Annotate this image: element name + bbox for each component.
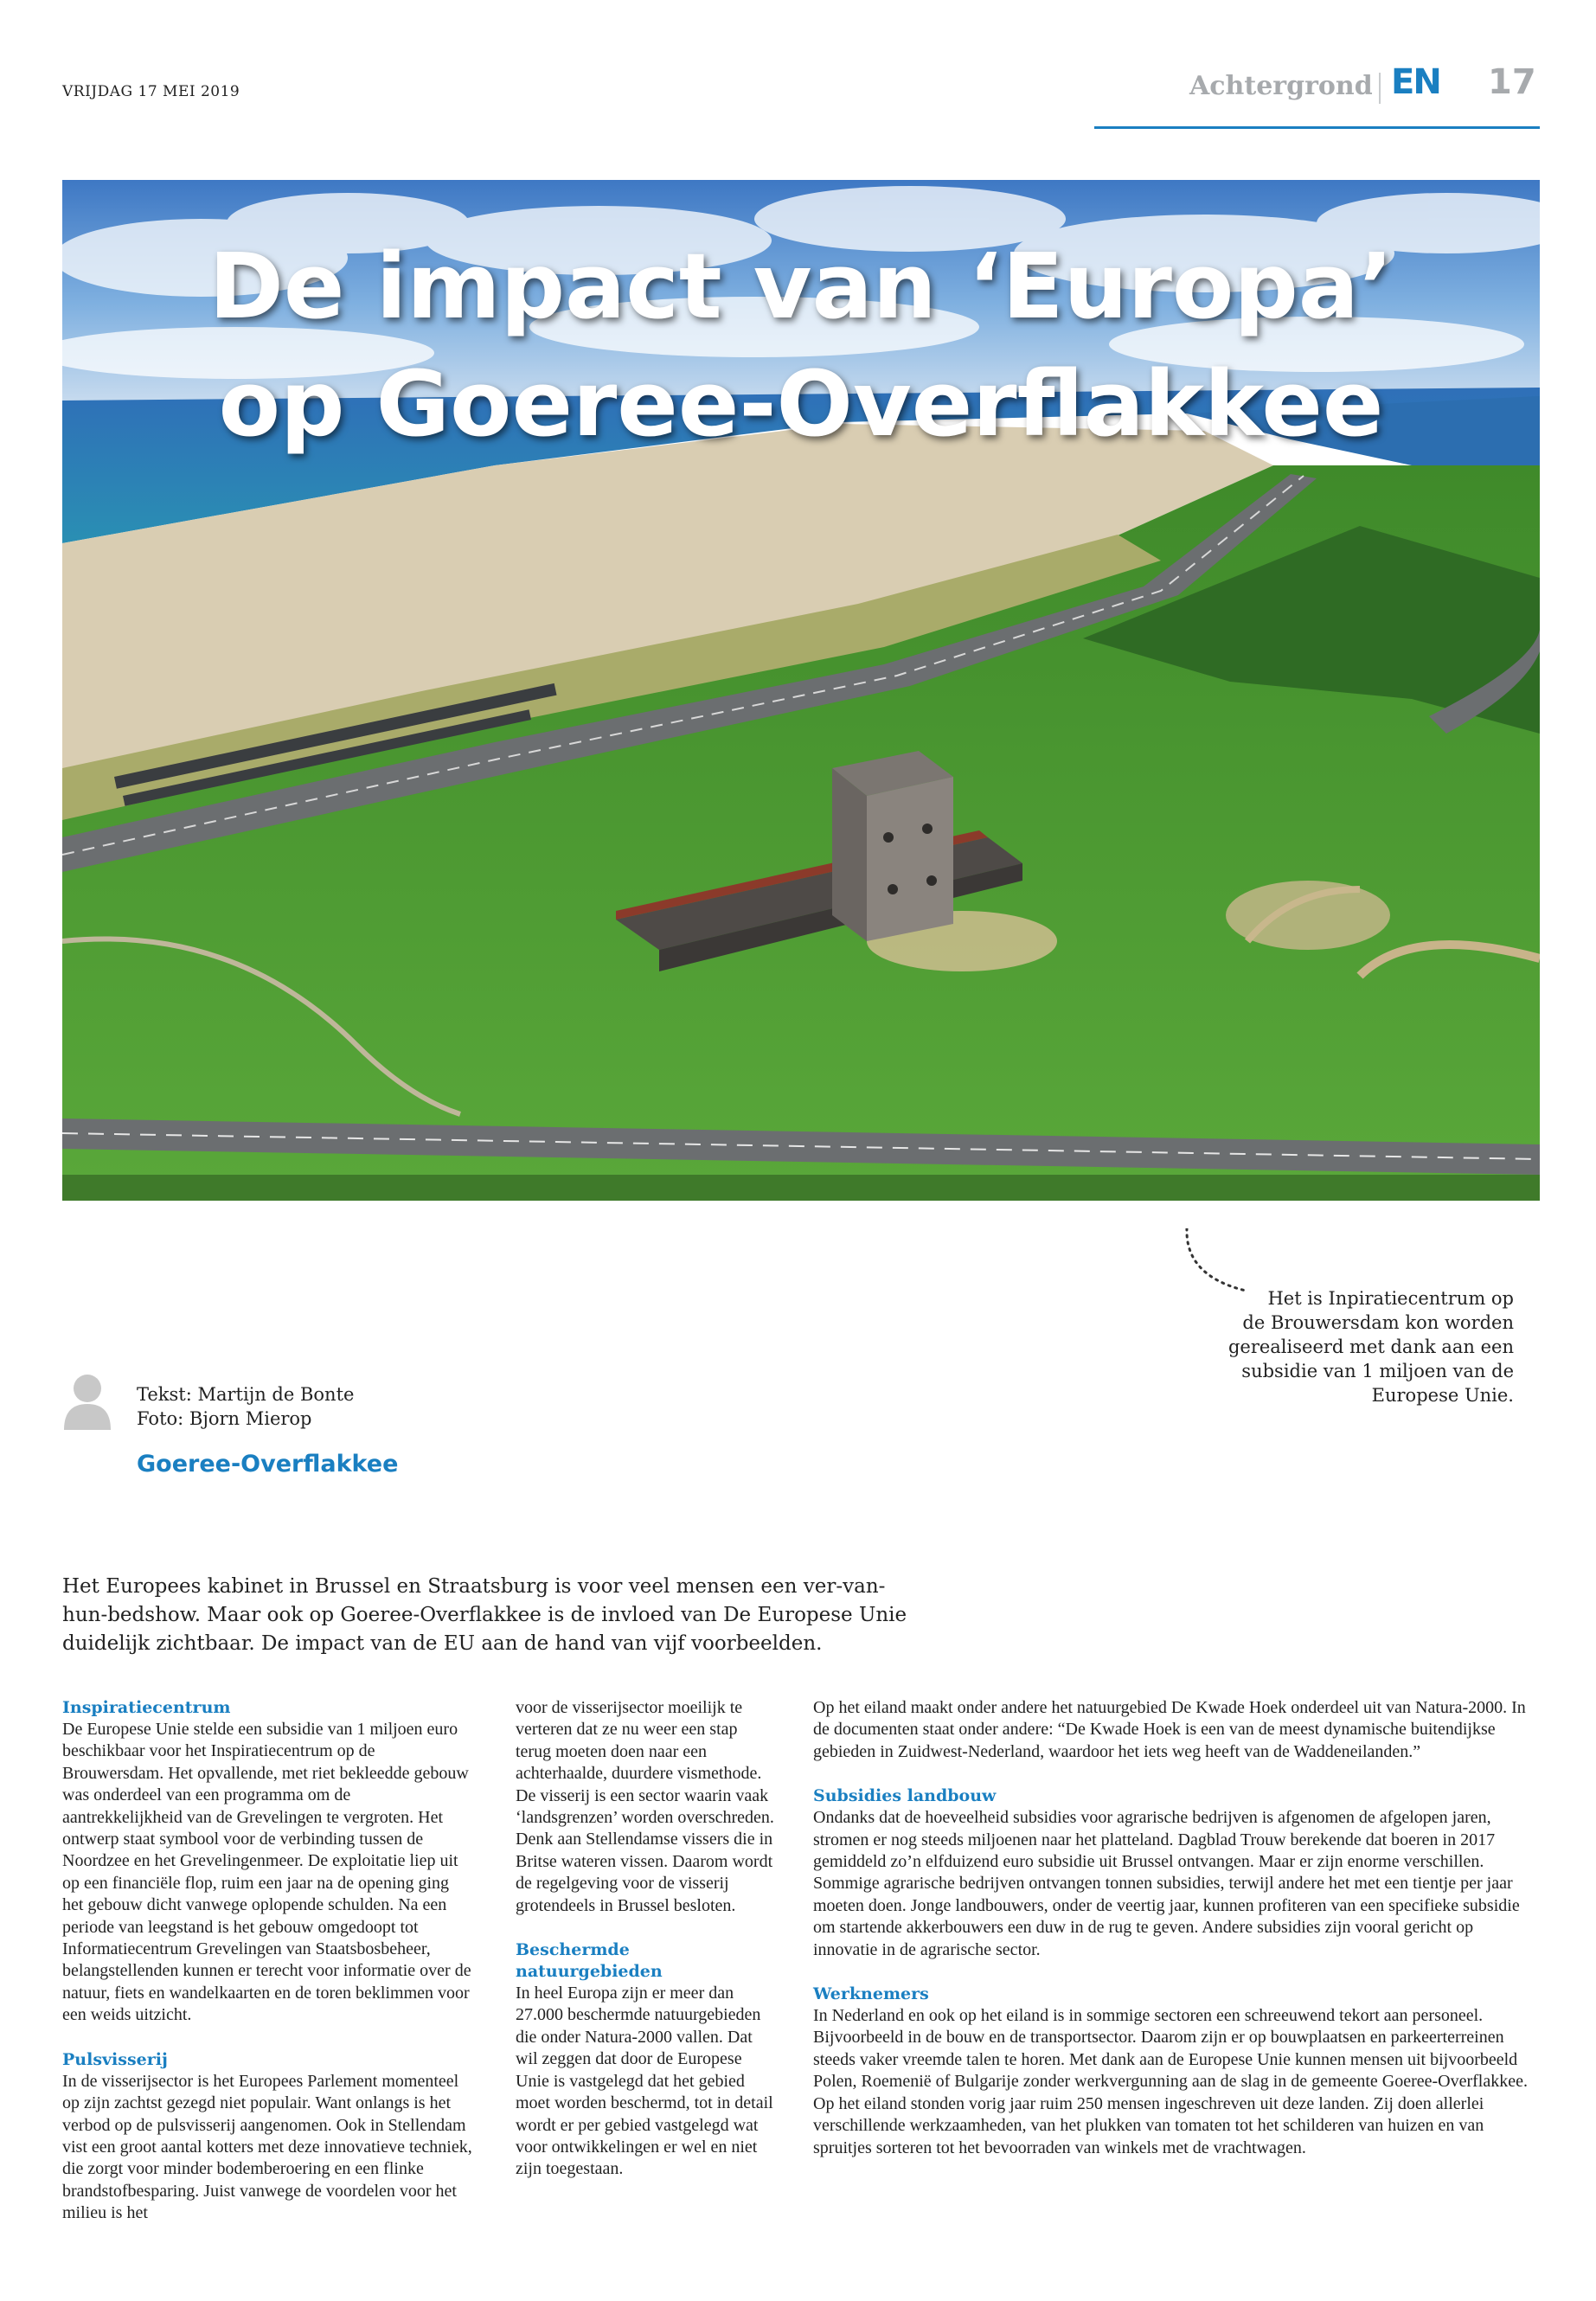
person-silhouette-icon (62, 1371, 112, 1430)
headline-line-2: op Goeree-Overflakkee (218, 351, 1384, 457)
header-separator (1379, 73, 1381, 104)
hero-photo (62, 180, 1540, 1201)
paragraph-natuurgebieden-cont: Op het eiland maakt onder andere het natuurgebied De Kwade Hoek onderdeel uit van Natura-2000. In de documenten staat onder andere: “De Kwade Hoek is een van de meest dynamische buitendijkse gebieden in Zuidwest-Nederland, waardoor het iets weg heeft van de Waddeneilanden.” (813, 1698, 1526, 1761)
paragraph-pulsvisserij: In de visserijsector is het Europees Parlement momenteel op zijn zachtst gezegd niet populair. Want onlangs is het verbod op de pulsvisserij aangenomen. Ook in Stellendam vist een groot aantal kotters met deze innovatieve techniek, die zorgt voor minder bodemberoering en een flinke brandstofbesparing. Juist vanwege de voordelen voor het milieu is het (62, 2071, 472, 2223)
photo-caption: Het is Inpiratiecentrum op de Brouwersdam kon worden gerealiseerd met dank aan een subsidie van 1 miljoen van de Europese Unie. (1227, 1288, 1514, 1406)
subheading-natuurgebieden: Beschermde natuurgebieden (516, 1940, 663, 1982)
article-column-2 (516, 1697, 775, 2203)
intro-paragraph: Het Europees kabinet in Brussel en Straatsburg is voor veel mensen een ver-van- hun-bedshow. Maar ook op Goeree-Overflakkee is de invloed van De Europese Unie duidelijk zichtbaar. De impact van de EU aan de hand van vijf voorbeelden. (62, 1575, 907, 1655)
dateline: Goeree-Overflakkee (137, 1451, 399, 1477)
subheading-subsidies-landbouw: Subsidies landbouw (813, 1786, 997, 1806)
issue-date: VRIJDAG 17 MEI 2019 (62, 83, 240, 100)
subheading-werknemers: Werknemers (813, 1984, 929, 2004)
aerial-photo-illustration (62, 180, 1540, 1201)
byline (137, 1382, 354, 1431)
sand-patch (1226, 881, 1390, 950)
author-credit: Tekst: Martijn de Bonte (137, 1384, 355, 1405)
paragraph-natuurgebieden: In heel Europa zijn er meer dan 27.000 beschermde natuurgebieden die onder Natura-2000 vallen. Dat wil zeggen dat door de Europese Unie is vastgelegd dat het gebied moet worden beschermd, tot in detail wordt er per gebied vastgelegd wat voor ontwikkelingen er wel en niet zijn toegestaan. (516, 1984, 773, 2179)
subheading-inspiratiecentrum: Inspiratiecentrum (62, 1698, 231, 1717)
section-label: Achtergrond (1189, 71, 1373, 101)
header-rule (1094, 126, 1540, 129)
article-column-1 (62, 1697, 473, 2247)
subheading-pulsvisserij: Pulsvisserij (62, 2049, 168, 2069)
paragraph-werknemers: In Nederland en ook op het eiland is in sommige sectoren een schreeuwend tekort aan personeel. Bijvoorbeeld in de bouw en de transportsector. Daarom zijn er op bouwplaatsen en parkeerterreinen steeds vaker vreemde talen te horen. Met dank aan de Europese Unie kunnen mensen uit bijvoorbeeld Polen, Roemenië of Bulgarije zonder werkvergunning aan de slag in de gemeente Goeree-Overflakkee. Op het eiland stonden vorig jaar ruim 250 mensen ingeschreven uit deze landen. Zij doen allerlei verschillende werkzaamheden, van het plukken van tomaten tot het schilderen van huizen en van spruitjes sorteren tot het bevoorraden van winkels met de vrachtwagen. (813, 2006, 1528, 2157)
headline-line-1: De impact van ‘Europa’ (208, 234, 1394, 339)
paragraph-inspiratiecentrum: De Europese Unie stelde een subsidie van 1 miljoen euro beschikbaar voor het Inspiratiecentrum op de Brouwersdam. Het opvallende, met riet bekleedde gebouw was onderdeel van een programma om de aantrekkelijkheid van de Grevelingen te vergroten. Het ontwerp staat symbool voor de verbinding tussen de Noordzee en het Grevelingenmeer. De exploitatie liep uit op een financiële flop, ruim een jaar na de opening ging het gebouw dicht vanwege oplopende schulden. Na een periode van leegstand is het gebouw omgedoopt tot Informatiecentrum Grevelingen van Staatsbosbeheer, belangstellenden kunnen er terecht voor informatie over de natuur, fiets en wandelkaarten en de toren beklimmen voor een weids uitzicht. (62, 1720, 471, 2025)
newspaper-logo: EN (1391, 62, 1440, 102)
photo-credit: Foto: Bjorn Mierop (137, 1408, 312, 1429)
headline (62, 228, 1540, 463)
paragraph-subsidies-landbouw: Ondanks dat de hoeveelheid subsidies voor agrarische bedrijven is afgenomen de afgelopen jaren, stromen er nog steeds miljoenen naar het platteland. Dagblad Trouw berekende dat boeren in 2017 gemiddeld zo’n elfduizend euro subsidie uit Brussel ontvangen. Maar er zijn enorme verschillen. Sommige agrarische bedrijven ontvangen tonnen subsidies, terwijl andere het met een tientje per jaar moeten doen. Jonge landbouwers, onder de veertig jaar, kunnen profiteren van een specifieke subsidie om startende akkerbouwers een duw in de rug te geven. Andere subsidies zijn vooral gericht op innovatie in de agrarische sector. (813, 1808, 1520, 1959)
paragraph-pulsvisserij-cont: voor de visserijsector moeilijk te verteren dat ze nu weer een stap terug moeten doen naar een achterhaalde, duurdere vismethode. De visserij is een sector waarin vaak ‘landsgrenzen’ worden overschreden. Denk aan Stellendamse vissers die in Britse wateren vissen. Daarom wordt de regelgeving voor de visserij grotendeels in Brussel besloten. (516, 1698, 774, 1915)
article-column-3 (813, 1697, 1540, 2182)
page-number: 17 (1488, 62, 1536, 102)
